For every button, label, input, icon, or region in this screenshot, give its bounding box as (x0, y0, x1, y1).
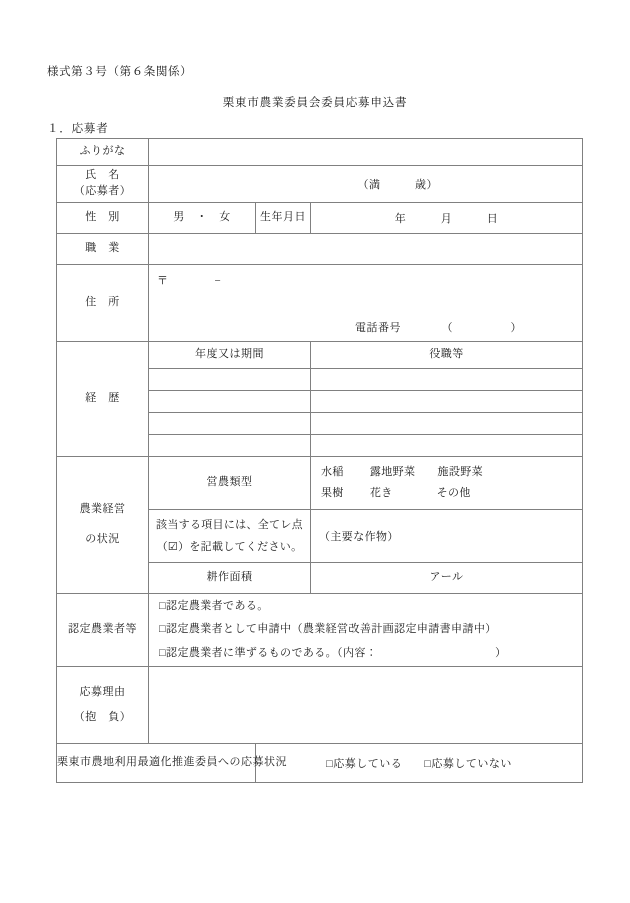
table-row-furigana (57, 139, 583, 166)
career-position-2[interactable] (311, 391, 583, 413)
label-farm-type: 営農類型 (149, 457, 311, 510)
label-reason (57, 667, 149, 744)
label-sex: 性 別 (57, 203, 149, 234)
table-row-name (57, 166, 583, 203)
table-row-reason (57, 667, 583, 744)
table-row-certified-farmer (57, 594, 583, 667)
telephone-label: 電話番号 （ ） (355, 322, 523, 334)
label-career: 経 歴 (57, 342, 149, 457)
table-row-farm-type (57, 457, 583, 510)
label-reason-line1: 応募理由 (79, 685, 126, 698)
applicant-form-table (56, 138, 583, 783)
career-period-3[interactable] (149, 413, 311, 435)
checkbox-other[interactable]: その他 (436, 487, 471, 499)
table-row-job (57, 234, 583, 265)
table-row-address (57, 265, 583, 342)
label-cultivated-area: 耕作面積 (149, 563, 311, 594)
document-title: 栗東市農業委員会委員応募申込書 (222, 97, 408, 109)
career-column-header-period: 年度又は期間 (149, 342, 311, 369)
table-row-career-header (57, 342, 583, 369)
field-name[interactable] (149, 166, 583, 203)
checkbox-equivalent-certified[interactable] (149, 642, 582, 665)
career-column-header-position: 役職等 (311, 342, 583, 369)
career-period-4[interactable] (149, 435, 311, 457)
field-dob[interactable]: 年 月 日 (311, 203, 583, 234)
label-main-crop: （主要な作物） (319, 531, 399, 543)
checkbox-flowers[interactable]: 花き (369, 487, 393, 499)
career-position-4[interactable] (311, 435, 583, 457)
career-period-1[interactable] (149, 369, 311, 391)
farm-instruction-line1: 該当する項目には、全てレ点 (156, 519, 303, 531)
optimization-committee-options[interactable] (256, 744, 583, 783)
label-reason-line2: （抱 負） (73, 711, 132, 723)
field-cultivated-area[interactable]: アール (311, 563, 583, 594)
field-address[interactable] (149, 265, 583, 342)
label-name-line1: 氏 名 (85, 169, 120, 182)
farm-instruction (149, 510, 311, 563)
label-address: 住 所 (57, 265, 149, 342)
field-job[interactable] (149, 234, 583, 265)
age-note: （満 歳） (357, 179, 438, 191)
form-number: 様式第３号（第６条関係） (47, 66, 193, 78)
label-furigana: ふりがな (57, 139, 149, 166)
field-main-crop[interactable] (311, 510, 583, 563)
certified-close-paren: ） (495, 646, 507, 659)
checkbox-is-certified[interactable]: □認定農業者である。 (159, 600, 269, 613)
section-label-applicant: １．応募者 (47, 123, 109, 135)
career-period-2[interactable] (149, 391, 311, 413)
label-certified-farmer: 認定農業者等 (57, 594, 149, 667)
career-position-3[interactable] (311, 413, 583, 435)
postal-code-mark: 〒 − (157, 275, 222, 287)
checkbox-applied[interactable]: □応募している (326, 758, 403, 770)
farm-type-row-1 (311, 462, 582, 483)
farm-type-row-2 (311, 483, 582, 504)
checkbox-open-field-vegetables[interactable]: 露地野菜 (369, 466, 416, 479)
checkbox-applying-certified[interactable]: □認定農業者として申請中（農業経営改善計画認定申請書申請中） (159, 623, 497, 636)
farm-instruction-line2: （☑）を記載してください。 (156, 541, 303, 553)
checkbox-equivalent-certified-label: □認定農業者に準ずるものである。（内容： (159, 646, 378, 659)
checkbox-rice[interactable]: 水稲 (321, 466, 344, 479)
farm-type-checkbox-group[interactable] (311, 457, 583, 510)
checkbox-fruit-trees[interactable]: 果樹 (321, 487, 344, 499)
label-farm-status (57, 457, 149, 594)
label-name (57, 166, 149, 203)
label-farm-status-line1: 農業経営 (79, 503, 126, 516)
table-row-optimization-committee (57, 744, 583, 783)
checkbox-greenhouse-vegetables[interactable]: 施設野菜 (437, 466, 484, 479)
checkbox-not-applied[interactable]: □応募していない (424, 758, 512, 770)
label-dob: 生年月日 (256, 203, 311, 234)
career-position-1[interactable] (311, 369, 583, 391)
label-name-line2: （応募者） (73, 185, 132, 197)
field-reason[interactable] (149, 667, 583, 744)
field-furigana[interactable] (149, 139, 583, 166)
field-sex-options[interactable]: 男 ・ 女 (149, 203, 256, 234)
table-row-sex-dob (57, 203, 583, 234)
label-job: 職 業 (57, 234, 149, 265)
certified-farmer-options[interactable] (149, 594, 583, 667)
label-farm-status-line2: の状況 (85, 533, 120, 545)
label-optimization-committee: 栗東市農地利用最適化推進委員への応募状況 (57, 744, 256, 783)
